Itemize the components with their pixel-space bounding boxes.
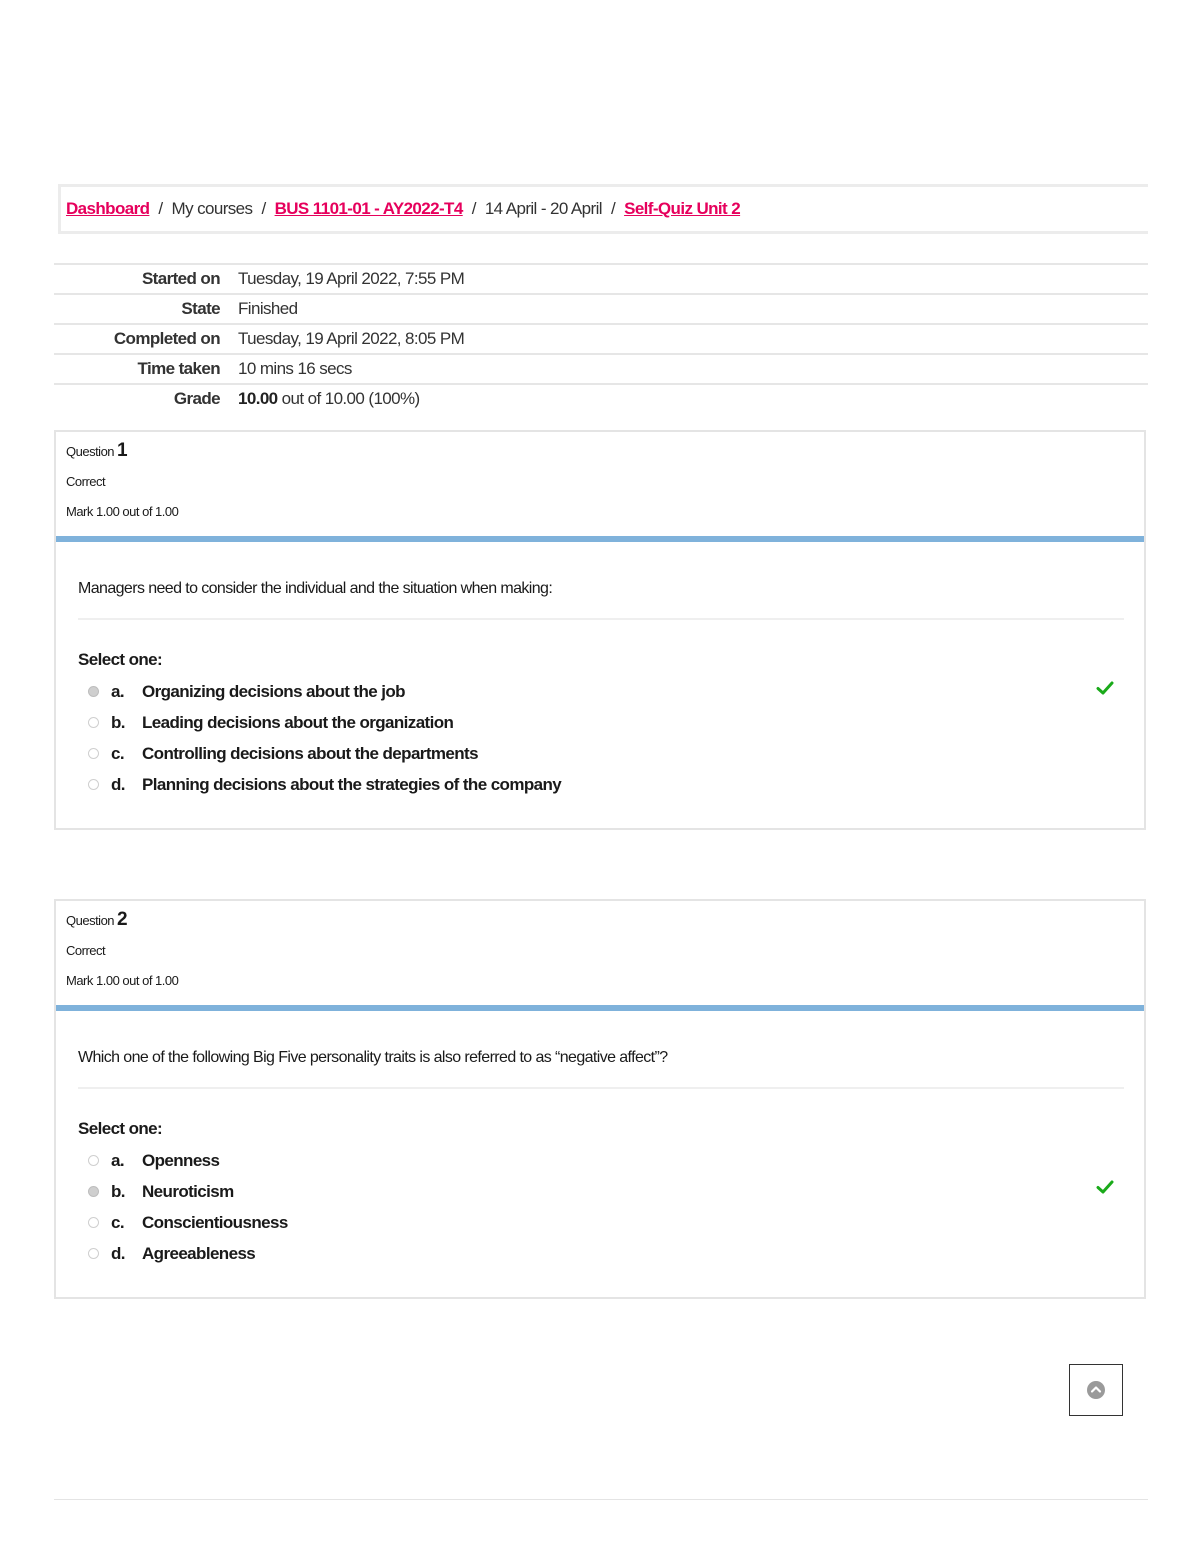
radio-button[interactable]: [88, 717, 99, 728]
radio-button[interactable]: [88, 686, 99, 697]
breadcrumb-quiz-link[interactable]: Self-Quiz Unit 2: [624, 199, 741, 218]
summary-label: Completed on: [113, 329, 220, 348]
option-letter: c.: [111, 1212, 124, 1232]
summary-value: 10 mins 16 secs: [238, 359, 352, 378]
summary-row-started: [54, 263, 1148, 293]
answer-option[interactable]: [78, 707, 1124, 738]
summary-value: Finished: [238, 299, 298, 318]
option-letter: c.: [111, 743, 124, 763]
question-mark: Mark 1.00 out of 1.00: [66, 504, 179, 519]
breadcrumb-course-link[interactable]: BUS 1101-01 - AY2022-T4: [274, 199, 463, 218]
question-label: Question: [66, 444, 115, 459]
question-text: Which one of the following Big Five personality traits is also referred to as “negative affect”?: [78, 1011, 1124, 1089]
breadcrumb-separator: /: [158, 199, 163, 218]
grade-total: out of 10.00 (100%): [281, 389, 420, 408]
grade-score: 10.00: [238, 389, 278, 408]
summary-value: Tuesday, 19 April 2022, 8:05 PM: [238, 329, 465, 348]
radio-button[interactable]: [88, 748, 99, 759]
option-label: Conscientiousness: [142, 1212, 288, 1232]
option-letter: a.: [111, 1150, 124, 1170]
option-label: Planning decisions about the strategies of the company: [142, 774, 562, 794]
question-number: [66, 440, 127, 462]
question-mark: Mark 1.00 out of 1.00: [66, 973, 179, 988]
scroll-to-top-button[interactable]: [1069, 1364, 1123, 1416]
question-label: Question: [66, 913, 115, 928]
breadcrumb-separator: /: [471, 199, 476, 218]
option-label: Leading decisions about the organization: [142, 712, 454, 732]
question-number: [66, 909, 127, 931]
question-content: [56, 542, 1144, 800]
summary-row-time: [54, 353, 1148, 383]
attempt-summary-table: [54, 263, 1148, 413]
question-text: Managers need to consider the individual and the situation when making:: [78, 542, 1124, 620]
answer-option[interactable]: [78, 769, 1124, 800]
footer-divider: [54, 1499, 1148, 1500]
option-letter: d.: [111, 1243, 125, 1263]
breadcrumb: [58, 184, 1148, 234]
chevron-up-icon: [1086, 1380, 1106, 1400]
option-label: Neuroticism: [142, 1181, 234, 1201]
answer-option[interactable]: [78, 676, 1124, 707]
radio-button[interactable]: [88, 1186, 99, 1197]
breadcrumb-week: 14 April - 20 April: [484, 199, 602, 218]
breadcrumb-separator: /: [261, 199, 266, 218]
answer-option[interactable]: [78, 1145, 1124, 1176]
question-number-value: 1: [117, 440, 128, 461]
question-1: [54, 430, 1146, 830]
radio-button[interactable]: [88, 1155, 99, 1166]
question-info: [56, 432, 1144, 536]
question-2: [54, 899, 1146, 1299]
radio-button[interactable]: [88, 779, 99, 790]
option-letter: b.: [111, 1181, 125, 1201]
answer-options: [78, 1145, 1124, 1269]
option-letter: d.: [111, 774, 125, 794]
option-letter: a.: [111, 681, 124, 701]
summary-row-grade: [54, 383, 1148, 413]
breadcrumb-separator: /: [610, 199, 616, 218]
summary-label: State: [181, 299, 220, 318]
breadcrumb-my-courses: My courses: [171, 199, 253, 218]
summary-label: Time taken: [137, 359, 220, 378]
question-content: [56, 1011, 1144, 1269]
answer-option[interactable]: [78, 738, 1124, 769]
answer-options: [78, 676, 1124, 800]
answer-prompt: Select one:: [78, 650, 163, 669]
answer-option[interactable]: [78, 1238, 1124, 1269]
option-letter: b.: [111, 712, 125, 732]
summary-label: Started on: [141, 269, 220, 288]
option-label: Openness: [142, 1150, 220, 1170]
summary-row-completed: [54, 323, 1148, 353]
summary-value: [238, 389, 420, 409]
check-icon: [1096, 679, 1114, 697]
check-icon: [1096, 1178, 1114, 1196]
question-number-value: 2: [117, 909, 128, 930]
answer-option[interactable]: [78, 1176, 1124, 1207]
option-label: Controlling decisions about the departments: [142, 743, 478, 763]
breadcrumb-dashboard-link[interactable]: Dashboard: [66, 199, 150, 218]
answer-prompt: Select one:: [78, 1119, 163, 1138]
option-label: Organizing decisions about the job: [142, 681, 405, 701]
option-label: Agreeableness: [142, 1243, 256, 1263]
summary-row-state: [54, 293, 1148, 323]
summary-value: Tuesday, 19 April 2022, 7:55 PM: [238, 269, 465, 288]
answer-option[interactable]: [78, 1207, 1124, 1238]
question-state: Correct: [66, 943, 106, 958]
summary-label: Grade: [173, 389, 220, 408]
radio-button[interactable]: [88, 1217, 99, 1228]
question-state: Correct: [66, 474, 106, 489]
question-info: [56, 901, 1144, 1005]
radio-button[interactable]: [88, 1248, 99, 1259]
